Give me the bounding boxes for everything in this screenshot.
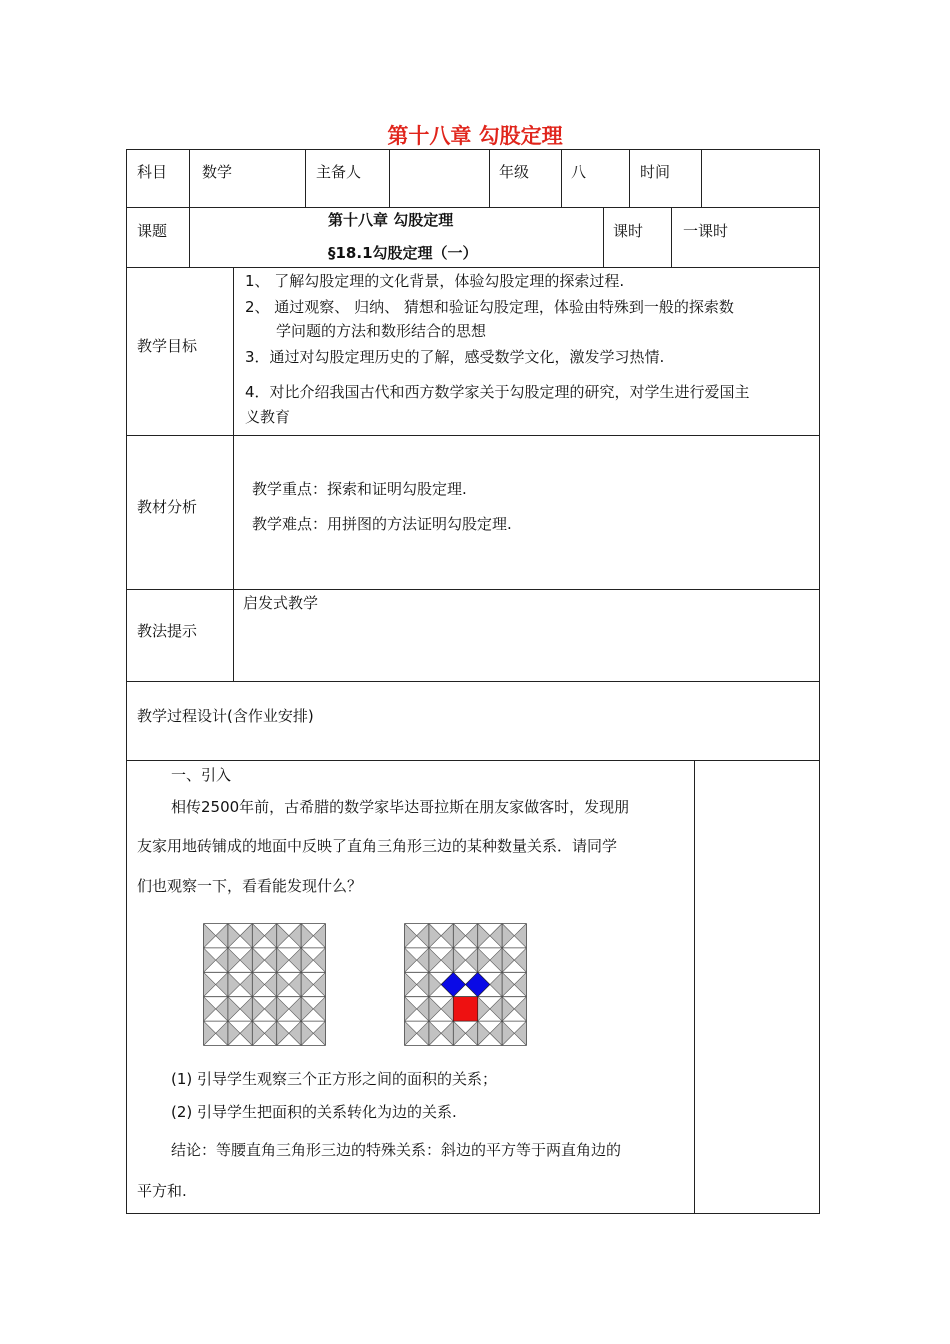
preparer-label: 主备人 xyxy=(316,163,362,181)
tile-triangle xyxy=(417,972,429,996)
tile-triangle xyxy=(301,1021,313,1045)
tile-triangle xyxy=(289,1021,301,1045)
analysis-label: 教材分析 xyxy=(137,498,198,516)
page-title: 第十八章 勾股定理 xyxy=(387,123,563,148)
tile-triangle xyxy=(405,924,417,948)
tile-triangle xyxy=(453,948,465,972)
tile-triangle xyxy=(313,997,325,1021)
guide-1: (1) 引导学生观察三个正方形之间的面积的关系； xyxy=(171,1070,498,1088)
tile-triangle xyxy=(240,948,252,972)
tile-triangle xyxy=(240,924,252,948)
objective-4: 4．对比介绍我国古代和西方数学家关于勾股定理的研究，对学生进行爱国主 xyxy=(245,383,750,401)
period-value: 一课时 xyxy=(683,222,729,240)
tile-triangle xyxy=(265,924,277,948)
tile-triangle xyxy=(502,924,514,948)
tile-triangle xyxy=(228,997,240,1021)
tile-triangle xyxy=(277,924,289,948)
tile-triangle xyxy=(301,924,313,948)
tile-triangle xyxy=(441,948,453,972)
tile-triangle xyxy=(502,997,514,1021)
tile-triangle xyxy=(441,997,453,1021)
tile-triangle xyxy=(490,924,502,948)
tile-triangle xyxy=(216,1021,228,1045)
tile-triangle xyxy=(417,997,429,1021)
tile-triangle xyxy=(265,972,277,996)
period-label: 课时 xyxy=(613,222,644,240)
tile-triangle xyxy=(313,948,325,972)
tile-triangle xyxy=(429,924,441,948)
tile-triangle xyxy=(502,948,514,972)
tile-triangle xyxy=(313,1021,325,1045)
time-label: 时间 xyxy=(640,163,671,181)
tile-triangle xyxy=(417,1021,429,1045)
intro-paragraph-line-3: 们也观察一下，看看能发现什么？ xyxy=(137,877,363,895)
tile-triangle xyxy=(204,948,216,972)
tile-triangle xyxy=(204,924,216,948)
tile-triangle xyxy=(240,1021,252,1045)
tile-triangle xyxy=(429,1021,441,1045)
tile-triangle xyxy=(466,1021,478,1045)
tile-triangle xyxy=(289,997,301,1021)
tile-triangle xyxy=(313,972,325,996)
tile-triangle xyxy=(417,924,429,948)
method-value: 启发式教学 xyxy=(243,594,319,612)
tile-triangle xyxy=(478,924,490,948)
tile-triangle xyxy=(514,948,526,972)
tile-floor-figure-with-squares xyxy=(404,923,527,1046)
tile-triangle xyxy=(429,997,441,1021)
blue-square-left xyxy=(441,972,465,996)
tile-triangle xyxy=(252,972,264,996)
tile-triangle xyxy=(204,972,216,996)
tile-triangle xyxy=(502,972,514,996)
tile-triangle xyxy=(228,972,240,996)
tile-triangle xyxy=(514,972,526,996)
subject-value: 数学 xyxy=(202,163,233,181)
tile-triangle xyxy=(277,997,289,1021)
tile-triangle xyxy=(478,997,490,1021)
tile-triangle xyxy=(441,1021,453,1045)
tile-triangle xyxy=(252,1021,264,1045)
tile-triangle xyxy=(429,972,441,996)
tile-triangle xyxy=(265,948,277,972)
tile-triangle xyxy=(289,948,301,972)
tile-triangle xyxy=(265,997,277,1021)
method-label: 教法提示 xyxy=(137,622,198,640)
objective-4-cont: 义教育 xyxy=(245,408,291,426)
intro-heading: 一、引入 xyxy=(171,766,232,784)
tile-triangle xyxy=(301,972,313,996)
blue-square-right xyxy=(466,972,490,996)
tile-triangle xyxy=(514,997,526,1021)
tile-triangle xyxy=(216,997,228,1021)
subject-label: 科目 xyxy=(137,163,168,181)
objectives-label: 教学目标 xyxy=(137,337,198,355)
objective-2: 2、 通过观察、 归纳、 猜想和验证勾股定理，体验由特殊到一般的探索数 xyxy=(245,298,734,316)
tile-triangle xyxy=(441,924,453,948)
grade-label: 年级 xyxy=(499,163,530,181)
tile-triangle xyxy=(478,948,490,972)
tile-triangle xyxy=(490,1021,502,1045)
tile-triangle xyxy=(252,997,264,1021)
tile-triangle xyxy=(490,997,502,1021)
tile-triangle xyxy=(490,948,502,972)
topic-label: 课题 xyxy=(137,222,168,240)
tile-triangle xyxy=(204,1021,216,1045)
tile-triangle xyxy=(466,924,478,948)
tile-triangle xyxy=(265,1021,277,1045)
grade-value: 八 xyxy=(571,163,587,181)
tile-triangle xyxy=(466,948,478,972)
tile-triangle xyxy=(502,1021,514,1045)
tile-triangle xyxy=(313,924,325,948)
tile-triangle xyxy=(453,1021,465,1045)
tile-triangle xyxy=(240,997,252,1021)
process-label: 教学过程设计(含作业安排) xyxy=(137,707,314,725)
intro-paragraph-line-2: 友家用地砖铺成的地面中反映了直角三角形三边的某种数量关系．请同学 xyxy=(137,837,618,855)
tile-triangle xyxy=(301,997,313,1021)
objective-1: 1、 了解勾股定理的文化背景，体验勾股定理的探索过程. xyxy=(245,272,625,290)
red-square xyxy=(453,997,477,1021)
tile-triangle xyxy=(216,924,228,948)
tile-triangle xyxy=(228,924,240,948)
tile-triangle xyxy=(453,924,465,948)
objective-3: 3．通过对勾股定理历史的了解，感受数学文化，激发学习热情. xyxy=(245,348,665,366)
tile-triangle xyxy=(405,948,417,972)
tile-triangle xyxy=(277,972,289,996)
tile-triangle xyxy=(277,948,289,972)
tile-triangle xyxy=(252,924,264,948)
tile-triangle xyxy=(301,948,313,972)
tile-triangle xyxy=(277,1021,289,1045)
tile-floor-figure xyxy=(203,923,326,1046)
tile-triangle xyxy=(514,924,526,948)
tile-triangle xyxy=(417,948,429,972)
tile-triangle xyxy=(252,948,264,972)
tile-triangle xyxy=(405,997,417,1021)
tile-triangle xyxy=(216,948,228,972)
topic-chapter: 第十八章 勾股定理 xyxy=(328,211,454,229)
tile-triangle xyxy=(289,972,301,996)
key-point: 教学重点：探索和证明勾股定理. xyxy=(252,480,467,498)
guide-2: (2) 引导学生把面积的关系转化为边的关系. xyxy=(171,1103,457,1121)
topic-section: §18.1勾股定理（一） xyxy=(328,244,478,262)
difficulty: 教学难点：用拼图的方法证明勾股定理. xyxy=(252,515,512,533)
tile-triangle xyxy=(429,948,441,972)
intro-paragraph-line-1: 相传2500年前，古希腊的数学家毕达哥拉斯在朋友家做客时，发现朋 xyxy=(171,798,630,816)
tile-triangle xyxy=(405,1021,417,1045)
conclusion-line-2: 平方和. xyxy=(137,1182,187,1200)
tile-triangle xyxy=(405,972,417,996)
tile-triangle xyxy=(289,924,301,948)
tile-triangle xyxy=(204,997,216,1021)
tile-triangle xyxy=(490,972,502,996)
tile-triangle xyxy=(240,972,252,996)
tile-triangle xyxy=(514,1021,526,1045)
tile-triangle xyxy=(228,1021,240,1045)
objective-2-cont: 学问题的方法和数形结合的思想 xyxy=(276,322,487,340)
tile-triangle xyxy=(228,948,240,972)
tile-triangle xyxy=(478,1021,490,1045)
tile-triangle xyxy=(216,972,228,996)
conclusion-line-1: 结论：等腰直角三角形三边的特殊关系：斜边的平方等于两直角边的 xyxy=(171,1141,622,1159)
